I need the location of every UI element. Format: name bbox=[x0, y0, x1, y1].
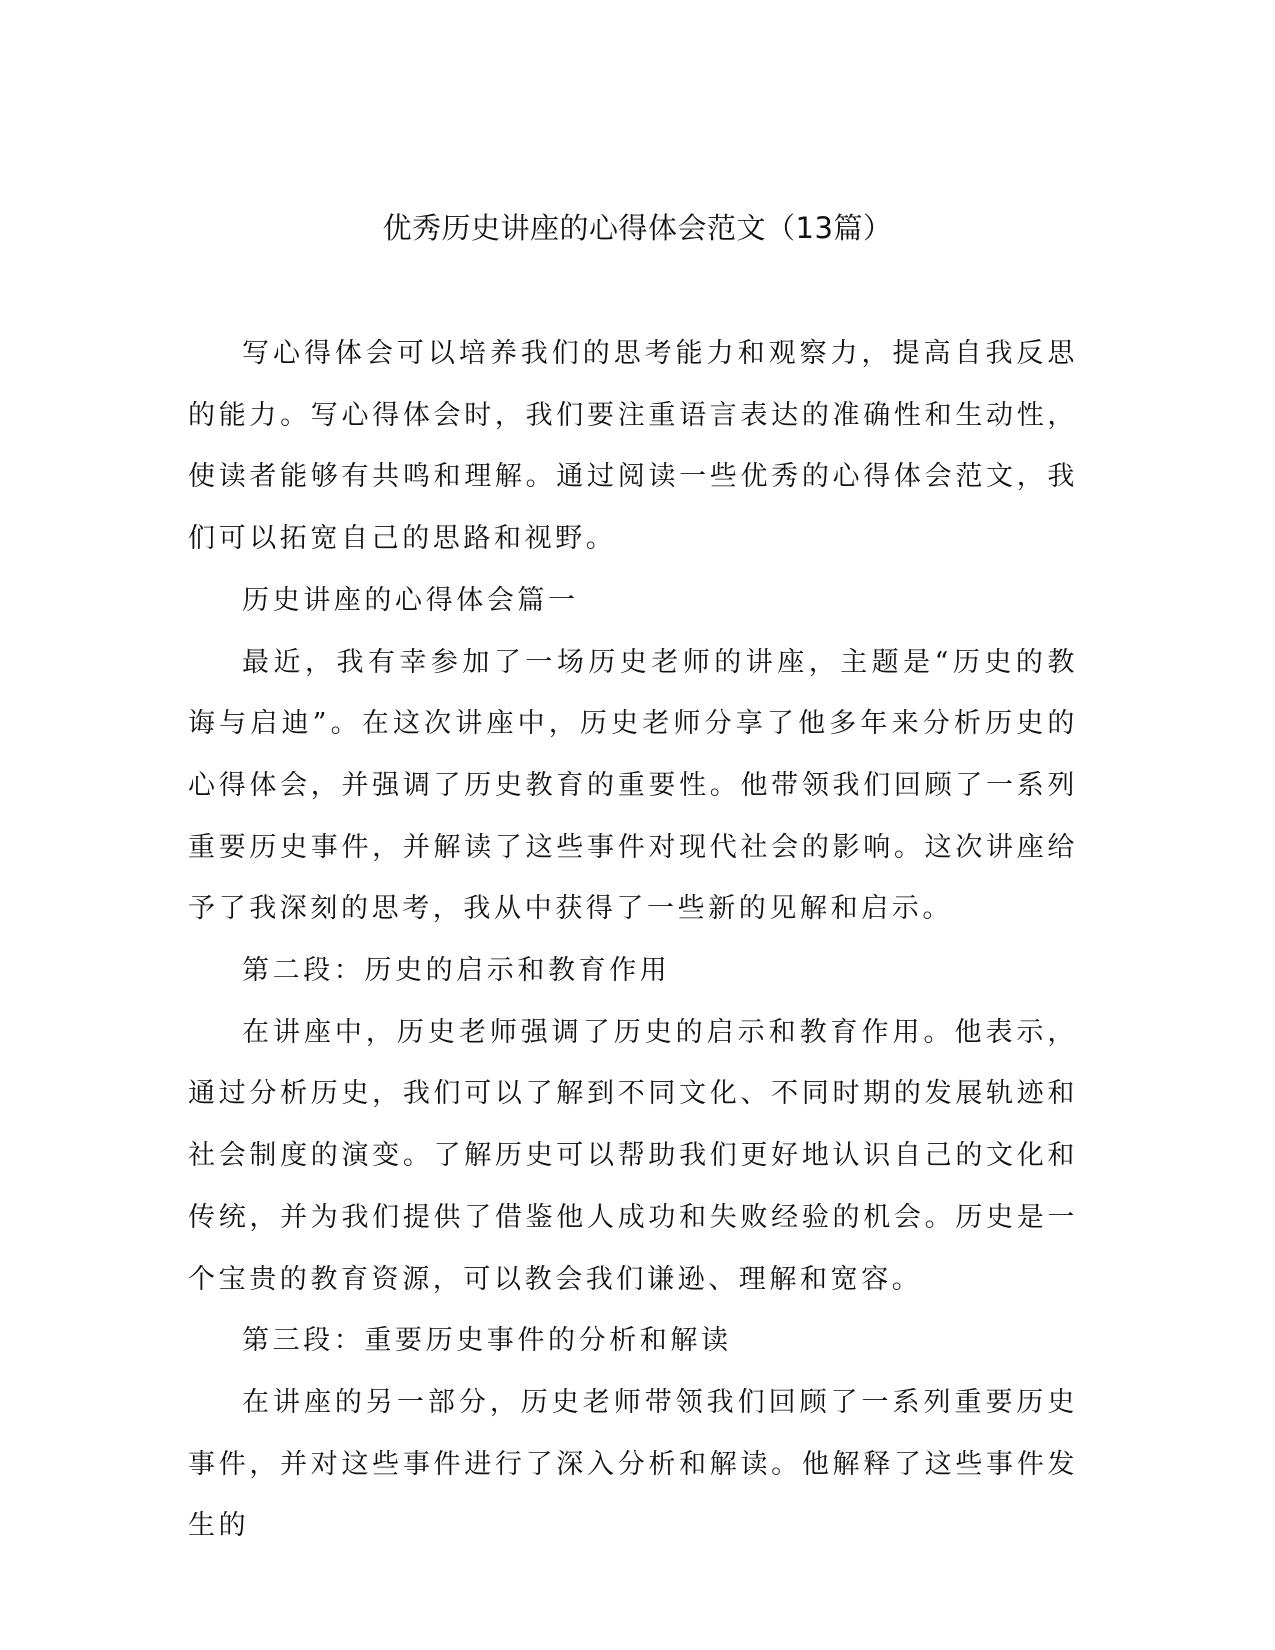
document-body bbox=[188, 323, 1078, 1557]
section-heading-part-one: 历史讲座的心得体会篇一 bbox=[242, 584, 579, 616]
section-heading-second: 第二段：历史的启示和教育作用 bbox=[242, 955, 671, 987]
document-title: 优秀历史讲座的心得体会范文（13篇） bbox=[382, 211, 893, 245]
body-paragraph: 在讲座中，历史老师强调了历史的启示和教育作用。他表示，通过分析历史，我们可以了解到不同文化、不同时期的发展轨迹和社会制度的演变。了解历史可以帮助我们更好地认识自己的文化和传统，并为我们提供了借鉴他人成功和失败经验的机会。历史是一个宝贵的教育资源，可以教会我们谦逊、理解和宽容。 bbox=[188, 1016, 1078, 1295]
body-paragraph: 最近，我有幸参加了一场历史老师的讲座，主题是“历史的教诲与启迪”。在这次讲座中，历史老师分享了他多年来分析历史的心得体会，并强调了历史教育的重要性。他带领我们回顾了一系列重要历史事件，并解读了这些事件对现代社会的影响。这次讲座给予了我深刻的思考，我从中获得了一些新的见解和启示。 bbox=[188, 646, 1078, 925]
intro-paragraph: 写心得体会可以培养我们的思考能力和观察力，提高自我反思的能力。写心得体会时，我们要注重语言表达的准确性和生动性，使读者能够有共鸣和理解。通过阅读一些优秀的心得体会范文，我们可以拓宽自己的思路和视野。 bbox=[188, 338, 1078, 555]
body-paragraph: 在讲座的另一部分，历史老师带领我们回顾了一系列重要历史事件，并对这些事件进行了深入分析和解读。他解释了这些事件发生的 bbox=[188, 1386, 1078, 1542]
section-heading-third: 第三段：重要历史事件的分析和解读 bbox=[242, 1325, 732, 1357]
